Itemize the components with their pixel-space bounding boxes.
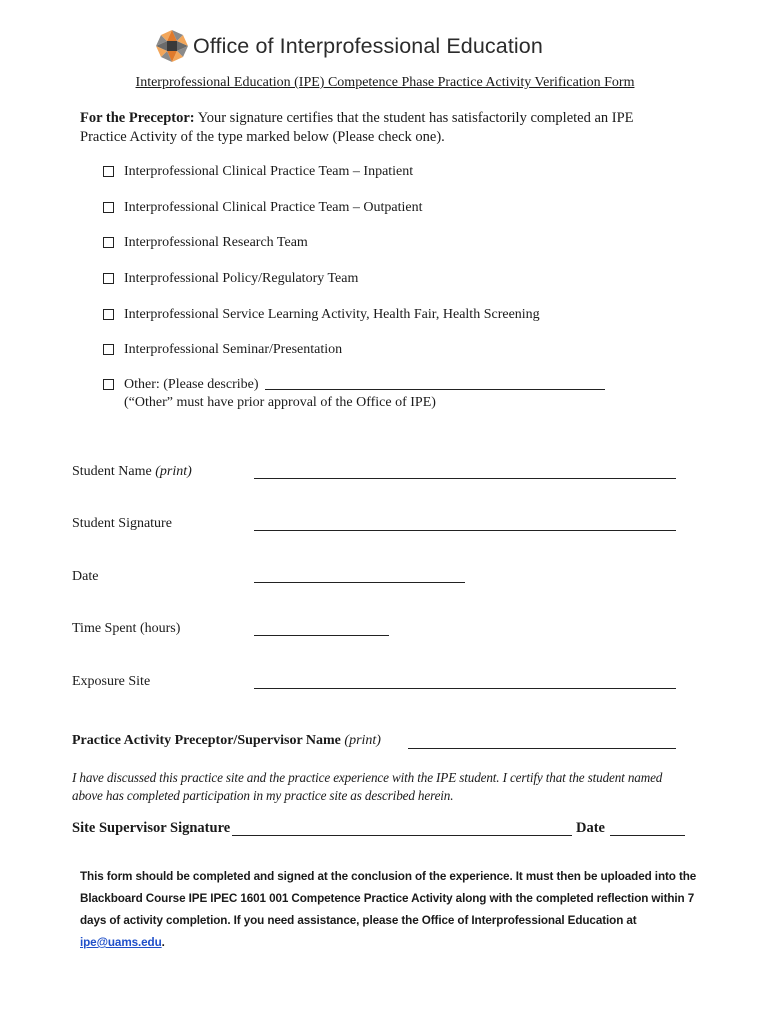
- option-label: Other: (Please describe): [124, 377, 259, 392]
- other-describe-field[interactable]: [265, 376, 605, 390]
- office-name: Office of Interprofessional Education: [193, 33, 543, 58]
- ipe-logo-icon: [155, 29, 189, 63]
- supervisor-name-field[interactable]: [408, 747, 676, 749]
- time-spent-label: Time Spent (hours): [72, 621, 181, 636]
- option-service-learning[interactable]: [103, 306, 540, 324]
- option-other[interactable]: [103, 376, 605, 394]
- submission-instructions: [80, 866, 700, 954]
- checkbox-inpatient[interactable]: [103, 166, 114, 177]
- certification-statement: I have discussed this practice site and the practice experience with the IPE student. I certify that the student named above has completed participation in my practice site as described herein.: [72, 770, 663, 803]
- form-title: Interprofessional Education (IPE) Competence Phase Practice Activity Verification Form: [135, 75, 635, 90]
- supervisor-name-hint: (print): [344, 733, 381, 748]
- checkbox-outpatient[interactable]: [103, 202, 114, 213]
- preceptor-intro: [80, 109, 680, 147]
- instructions-end: .: [161, 936, 165, 949]
- checkbox-service-learning[interactable]: [103, 309, 114, 320]
- intro-text: Your signature certifies that the student has satisfactorily completed an IPE Practice Activity of the type marked below (Please check one).: [80, 110, 634, 145]
- checkbox-seminar[interactable]: [103, 344, 114, 355]
- option-outpatient[interactable]: [103, 199, 423, 217]
- option-label: Interprofessional Policy/Regulatory Team: [124, 271, 359, 286]
- student-name-field[interactable]: [254, 477, 676, 479]
- supervisor-name-label-text: Practice Activity Preceptor/Supervisor Name: [72, 733, 341, 748]
- option-seminar[interactable]: [103, 341, 342, 359]
- option-label: Interprofessional Seminar/Presentation: [124, 342, 343, 357]
- option-label: Interprofessional Clinical Practice Team – Inpatient: [124, 164, 414, 179]
- intro-heading: For the Preceptor:: [80, 110, 195, 126]
- student-signature-label: Student Signature: [72, 516, 172, 531]
- exposure-site-field[interactable]: [254, 687, 676, 689]
- option-label: Interprofessional Clinical Practice Team – Outpatient: [124, 200, 423, 215]
- checkbox-other[interactable]: [103, 379, 114, 390]
- option-research[interactable]: [103, 234, 308, 252]
- site-supervisor-date-field[interactable]: [610, 834, 685, 836]
- other-approval-note: (“Other” must have prior approval of the Office of IPE): [124, 395, 436, 410]
- ipe-email-link[interactable]: ipe@uams.edu: [80, 936, 162, 949]
- option-label: Interprofessional Service Learning Activity, Health Fair, Health Screening: [124, 307, 540, 322]
- time-spent-field[interactable]: [254, 634, 389, 636]
- option-label: Interprofessional Research Team: [124, 235, 308, 250]
- supervisor-name-label: [72, 733, 381, 749]
- site-supervisor-date-label: Date: [576, 820, 605, 836]
- instructions-text: This form should be completed and signed at the conclusion of the experience. It must then be uploaded into the Blackboard Course IPE IPEC 1601 001 Competence Practice Activity along with the completed reflection within 7 days of activity completion. If you need assistance, please the Office of Interprofessional Education at: [80, 870, 697, 927]
- student-name-hint: (print): [155, 464, 192, 479]
- date-field[interactable]: [254, 581, 465, 583]
- date-label: Date: [72, 569, 99, 584]
- site-supervisor-signature-label: Site Supervisor Signature: [72, 820, 231, 836]
- office-header: [155, 29, 543, 63]
- option-policy[interactable]: [103, 270, 358, 288]
- checkbox-policy[interactable]: [103, 273, 114, 284]
- checkbox-research[interactable]: [103, 237, 114, 248]
- option-inpatient[interactable]: [103, 163, 413, 181]
- student-name-label: [72, 464, 192, 480]
- exposure-site-label: Exposure Site: [72, 674, 151, 689]
- site-supervisor-signature-field[interactable]: [232, 834, 572, 836]
- student-name-label-text: Student Name: [72, 464, 152, 479]
- student-signature-field[interactable]: [254, 529, 676, 531]
